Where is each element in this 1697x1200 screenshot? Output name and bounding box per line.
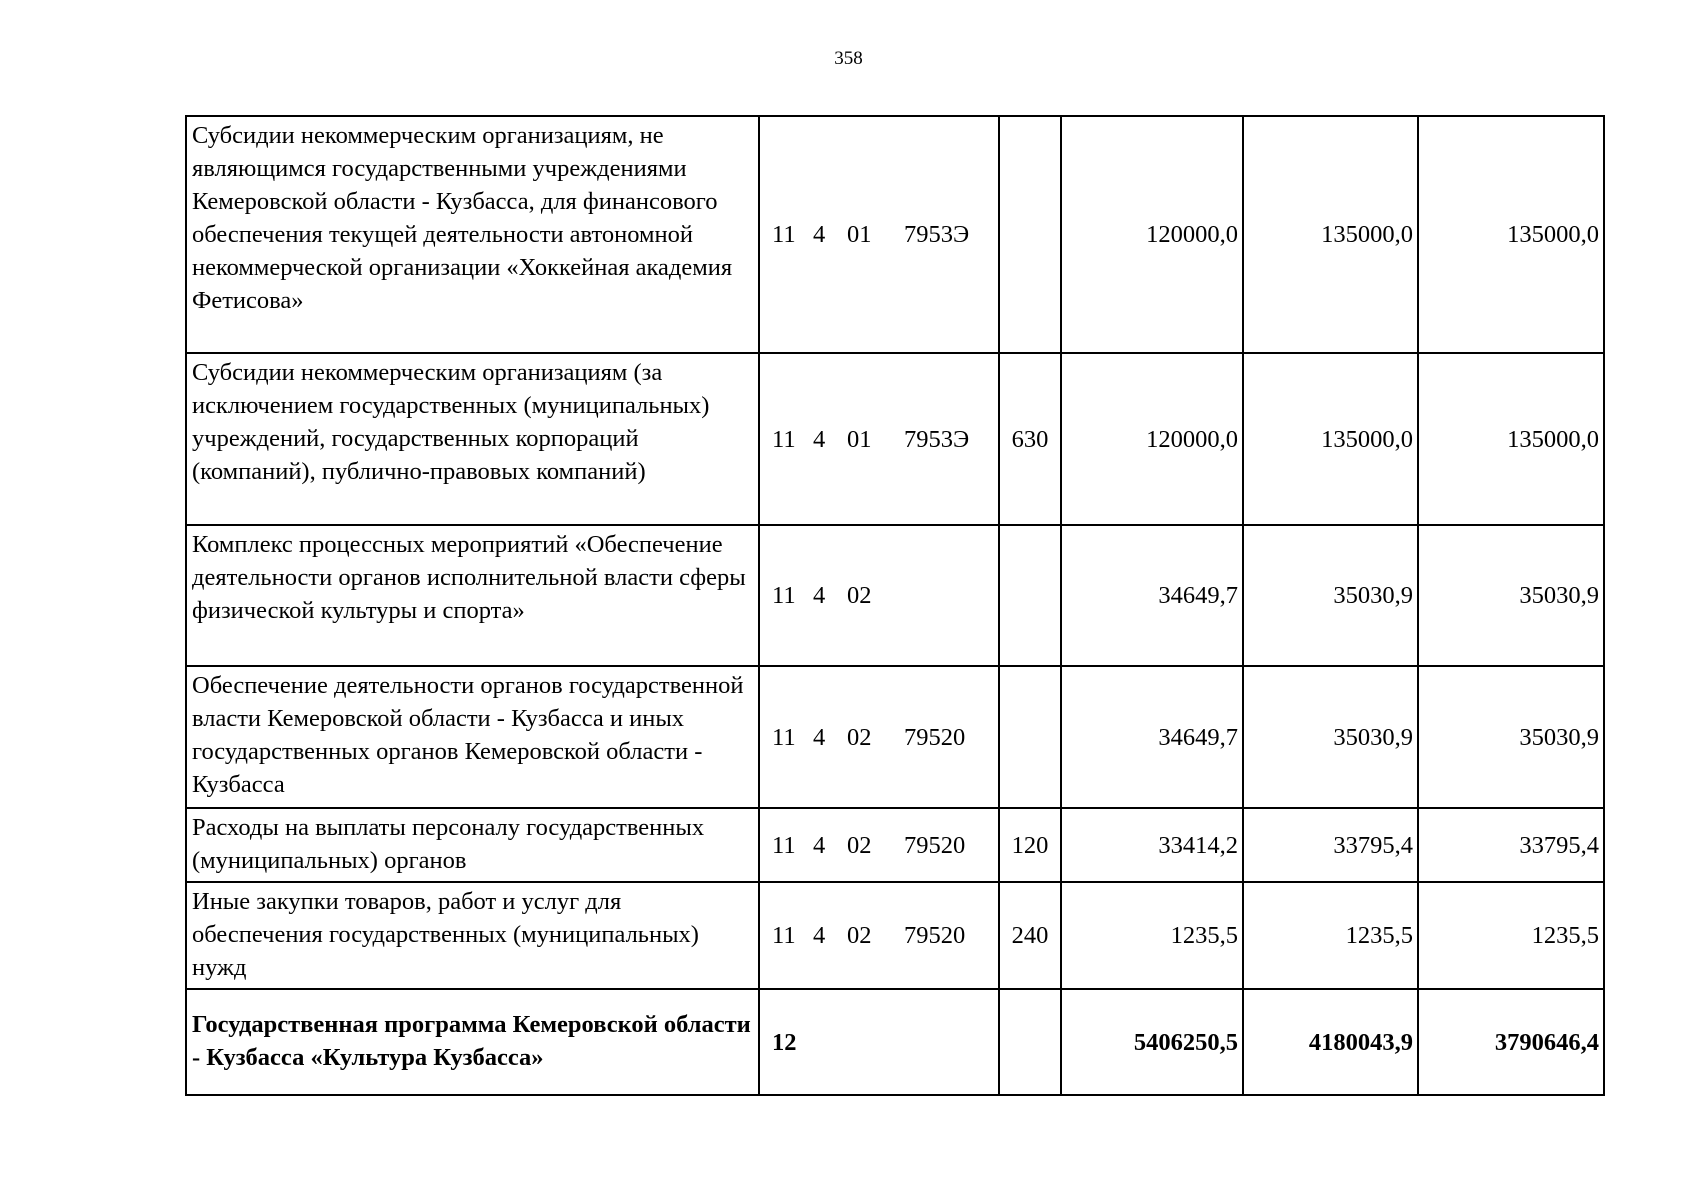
amount-year-2: 135000,0 bbox=[1243, 353, 1418, 525]
expense-type-code bbox=[999, 989, 1061, 1095]
table-row bbox=[186, 116, 1604, 353]
structure-code: 02 bbox=[847, 831, 872, 859]
expense-type-code bbox=[999, 666, 1061, 808]
expense-type-code: 120 bbox=[999, 808, 1061, 882]
amount-year-3: 35030,9 bbox=[1418, 666, 1604, 808]
program-code: 11 bbox=[772, 831, 796, 859]
amount-year-1: 120000,0 bbox=[1061, 353, 1243, 525]
program-codes bbox=[759, 882, 999, 989]
amount-year-3: 33795,4 bbox=[1418, 808, 1604, 882]
expense-name: Государственная программа Кемеровской области - Кузбасса «Культура Кузбасса» bbox=[186, 989, 759, 1095]
amount-year-1: 33414,2 bbox=[1061, 808, 1243, 882]
amount-year-3: 3790646,4 bbox=[1418, 989, 1604, 1095]
amount-year-1: 5406250,5 bbox=[1061, 989, 1243, 1095]
expense-name: Иные закупки товаров, работ и услуг для обеспечения государственных (муниципальных) нужд bbox=[186, 882, 759, 989]
table-row bbox=[186, 353, 1604, 525]
program-codes bbox=[759, 353, 999, 525]
program-code: 11 bbox=[772, 221, 796, 248]
amount-year-1: 120000,0 bbox=[1061, 116, 1243, 353]
table-row bbox=[186, 989, 1604, 1095]
program-code: 11 bbox=[772, 922, 796, 949]
table-row bbox=[186, 808, 1604, 882]
structure-code: 01 bbox=[847, 425, 872, 453]
expense-type-code: 240 bbox=[999, 882, 1061, 989]
amount-year-3: 1235,5 bbox=[1418, 882, 1604, 989]
table-row bbox=[186, 666, 1604, 808]
direction-code: 7953Э bbox=[904, 221, 970, 248]
amount-year-3: 135000,0 bbox=[1418, 116, 1604, 353]
direction-code: 79520 bbox=[904, 922, 966, 949]
amount-year-1: 1235,5 bbox=[1061, 882, 1243, 989]
amount-year-1: 34649,7 bbox=[1061, 525, 1243, 666]
program-code: 11 bbox=[772, 582, 796, 609]
page-number: 358 bbox=[834, 48, 863, 69]
expense-name: Субсидии некоммерческим организациям, не являющимся государственными учреждениями Кемеровской области - Кузбасса, для финансового обеспечения текущей деятельности автономной некоммерческой организации «Хоккейная академия Фетисова» bbox=[186, 116, 759, 353]
subprogram-code: 4 bbox=[813, 723, 826, 751]
expense-type-code: 630 bbox=[999, 353, 1061, 525]
amount-year-2: 4180043,9 bbox=[1243, 989, 1418, 1095]
program-code: 12 bbox=[772, 1028, 797, 1056]
direction-code: 79520 bbox=[904, 723, 966, 751]
amount-year-2: 35030,9 bbox=[1243, 666, 1418, 808]
expense-name: Субсидии некоммерческим организациям (за исключением государственных (муниципальных) учреждений, государственных корпораций (компаний), публично-правовых компаний) bbox=[186, 353, 759, 525]
expense-name: Комплекс процессных мероприятий «Обеспечение деятельности органов исполнительной власти сферы физической культуры и спорта» bbox=[186, 525, 759, 666]
structure-code: 01 bbox=[847, 221, 872, 248]
program-codes bbox=[759, 808, 999, 882]
table-row bbox=[186, 882, 1604, 989]
amount-year-3: 135000,0 bbox=[1418, 353, 1604, 525]
program-codes bbox=[759, 989, 999, 1095]
amount-year-2: 135000,0 bbox=[1243, 116, 1418, 353]
subprogram-code: 4 bbox=[813, 582, 826, 609]
expense-name: Обеспечение деятельности органов государственной власти Кемеровской области - Кузбасса и иных государственных органов Кемеровской области - Кузбасса bbox=[186, 666, 759, 808]
program-codes bbox=[759, 666, 999, 808]
structure-code: 02 bbox=[847, 582, 872, 609]
program-code: 11 bbox=[772, 425, 796, 453]
direction-code: 79520 bbox=[904, 831, 966, 859]
expense-type-code bbox=[999, 116, 1061, 353]
amount-year-1: 34649,7 bbox=[1061, 666, 1243, 808]
budget-table bbox=[185, 115, 1605, 1096]
structure-code: 02 bbox=[847, 922, 872, 949]
program-codes bbox=[759, 116, 999, 353]
amount-year-2: 1235,5 bbox=[1243, 882, 1418, 989]
amount-year-2: 33795,4 bbox=[1243, 808, 1418, 882]
structure-code: 02 bbox=[847, 723, 872, 751]
subprogram-code: 4 bbox=[813, 221, 826, 248]
program-codes bbox=[759, 525, 999, 666]
subprogram-code: 4 bbox=[813, 831, 826, 859]
expense-name: Расходы на выплаты персоналу государственных (муниципальных) органов bbox=[186, 808, 759, 882]
subprogram-code: 4 bbox=[813, 425, 826, 453]
subprogram-code: 4 bbox=[813, 922, 826, 949]
table-row bbox=[186, 525, 1604, 666]
expense-type-code bbox=[999, 525, 1061, 666]
program-code: 11 bbox=[772, 723, 796, 751]
direction-code: 7953Э bbox=[904, 425, 970, 453]
amount-year-3: 35030,9 bbox=[1418, 525, 1604, 666]
amount-year-2: 35030,9 bbox=[1243, 525, 1418, 666]
